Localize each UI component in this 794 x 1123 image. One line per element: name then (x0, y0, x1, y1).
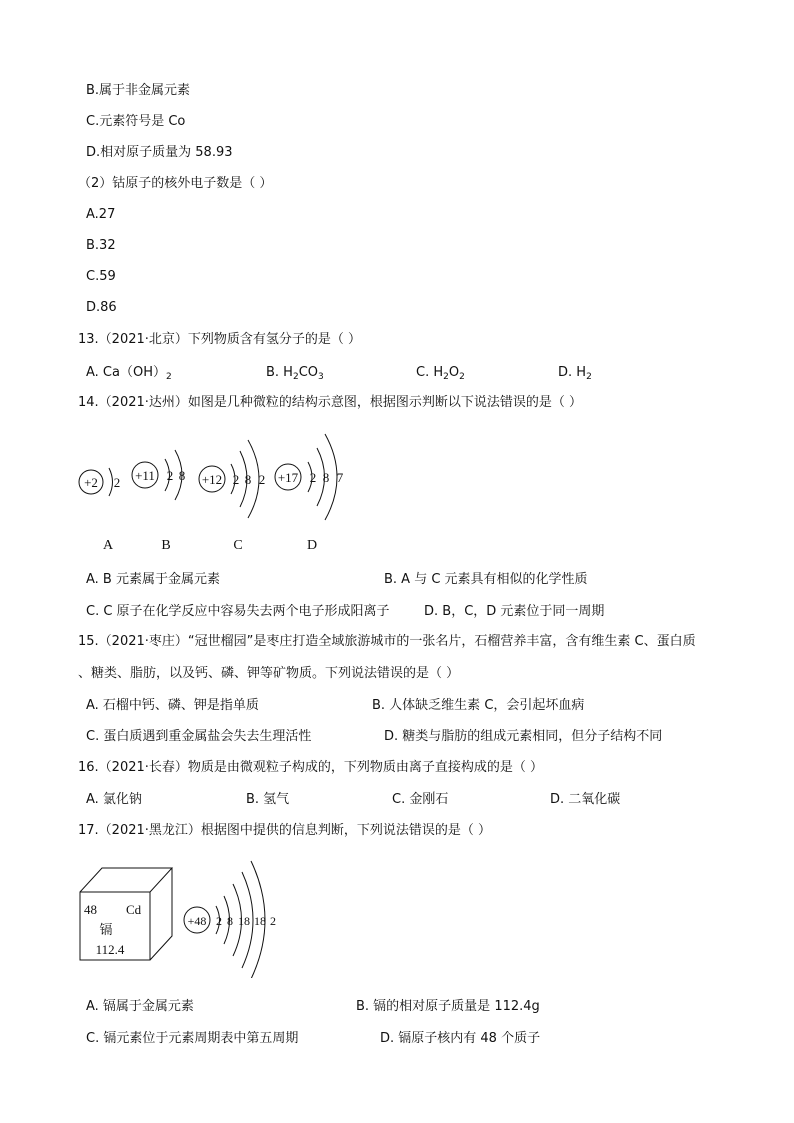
q12-2-option-a: A.27 (86, 207, 116, 222)
q14-option-c: C. C 原子在化学反应中容易失去两个电子形成阳离子 (86, 604, 390, 619)
atom-d-shell-count-2: 8 (322, 470, 330, 485)
cd-shell-count-4: 18 (254, 914, 266, 928)
atom-b-shell-count-2: 8 (178, 468, 186, 483)
atom-a-label: A (102, 538, 114, 553)
cd-shell-count-2: 8 (227, 914, 233, 928)
atom-c-nucleus-charge: +12 (201, 472, 223, 487)
element-name: 镉 (99, 922, 113, 937)
q17-option-b: B. 镉的相对原子质量是 112.4g (356, 999, 540, 1014)
cd-shell-count-3: 18 (238, 914, 250, 928)
q14-option-d: D. B，C，D 元素位于同一周期 (424, 604, 605, 619)
q15-stem-line-2: 、糖类、脂肪，以及钙、磷、钾等矿物质。下列说法错误的是（ ） (78, 666, 460, 681)
q15-stem-line-1: 15.（2021·枣庄）“冠世榴园”是枣庄打造全域旅游城市的一张名片，石榴营养丰富，含有维生素 C、蛋白质 (78, 634, 696, 649)
atom-b-shell-count-1: 2 (166, 468, 174, 483)
atom-c-label: C (233, 538, 243, 553)
q16-option-c: C. 金刚石 (392, 792, 449, 807)
cd-shell-count-5: 2 (270, 914, 276, 928)
atom-d-label: D (306, 538, 318, 553)
atom-c-shell-count-3: 2 (258, 472, 266, 487)
q12-option-b: B.属于非金属元素 (86, 83, 191, 98)
atom-a-shell-1 (109, 468, 113, 496)
atom-d-shell-count-1: 2 (309, 470, 317, 485)
q17-option-d: D. 镉原子核内有 48 个质子 (380, 1031, 541, 1046)
q15-option-c: C. 蛋白质遇到重金属盐会失去生理活性 (86, 729, 312, 744)
atom-c-shell-count-2: 8 (244, 472, 252, 487)
q12-2-stem: （2）钴原子的核外电子数是（ ） (78, 176, 273, 191)
atom-c-shell-count-1: 2 (232, 472, 240, 487)
q13-option-d: D. $H_2$ (558, 365, 592, 382)
cd-shell-count-1: 2 (216, 914, 222, 928)
q16-option-d: D. 二氧化碳 (550, 792, 621, 807)
q13-stem: 13.（2021·北京）下列物质含有氢分子的是（ ） (78, 332, 362, 347)
element-symbol: Cd (126, 902, 142, 917)
q12-option-c: C.元素符号是 Co (86, 114, 186, 129)
q16-option-b: B. 氢气 (246, 792, 290, 807)
q12-2-option-c: C.59 (86, 269, 116, 284)
q16-option-a: A. 氯化钠 (86, 792, 142, 807)
q17-option-a: A. 镉属于金属元素 (86, 999, 194, 1014)
q14-option-a: A. B 元素属于金属元素 (86, 572, 220, 587)
q17-cadmium-diagram (76, 848, 286, 978)
atom-d-shell-count-3: 7 (336, 470, 344, 485)
q14-atom-structure-diagram (72, 428, 372, 558)
element-atomic-number: 48 (84, 902, 97, 917)
q15-option-d: D. 糖类与脂肪的组成元素相同，但分子结构不同 (384, 729, 663, 744)
q17-option-c: C. 镉元素位于元素周期表中第五周期 (86, 1031, 299, 1046)
q14-stem: 14.（2021·达州）如图是几种微粒的结构示意图，根据图示判断以下说法错误的是（ ） (78, 395, 583, 410)
atom-a-nucleus-charge: +2 (84, 475, 98, 490)
q15-option-a: A. 石榴中钙、磷、钾是指单质 (86, 698, 259, 713)
atom-b-label: B (161, 538, 171, 553)
atom-b-nucleus-charge: +11 (135, 468, 155, 483)
q14-option-b: B. A 与 C 元素具有相似的化学性质 (384, 572, 588, 587)
q13-option-c: C. $H_2O_2$ (416, 365, 465, 382)
q12-option-d: D.相对原子质量为 58.93 (86, 145, 233, 160)
atom-d-nucleus-charge: +17 (277, 470, 299, 485)
element-atomic-mass: 112.4 (95, 942, 125, 957)
q13-option-b: B. $H_2CO_3$ (266, 365, 324, 382)
q13-option-a: A. $Ca(OH)_2$ (86, 365, 172, 382)
atom-a-shell-count: 2 (113, 475, 121, 490)
q12-2-option-d: D.86 (86, 300, 117, 315)
q16-stem: 16.（2021·长春）物质是由微观粒子构成的，下列物质由离子直接构成的是（ ） (78, 760, 544, 775)
q17-stem: 17.（2021·黑龙江）根据图中提供的信息判断，下列说法错误的是（ ） (78, 823, 492, 838)
q12-2-option-b: B.32 (86, 238, 116, 253)
cd-nucleus-charge: +48 (187, 914, 207, 928)
q15-option-b: B. 人体缺乏维生素 C，会引起坏血病 (372, 698, 585, 713)
